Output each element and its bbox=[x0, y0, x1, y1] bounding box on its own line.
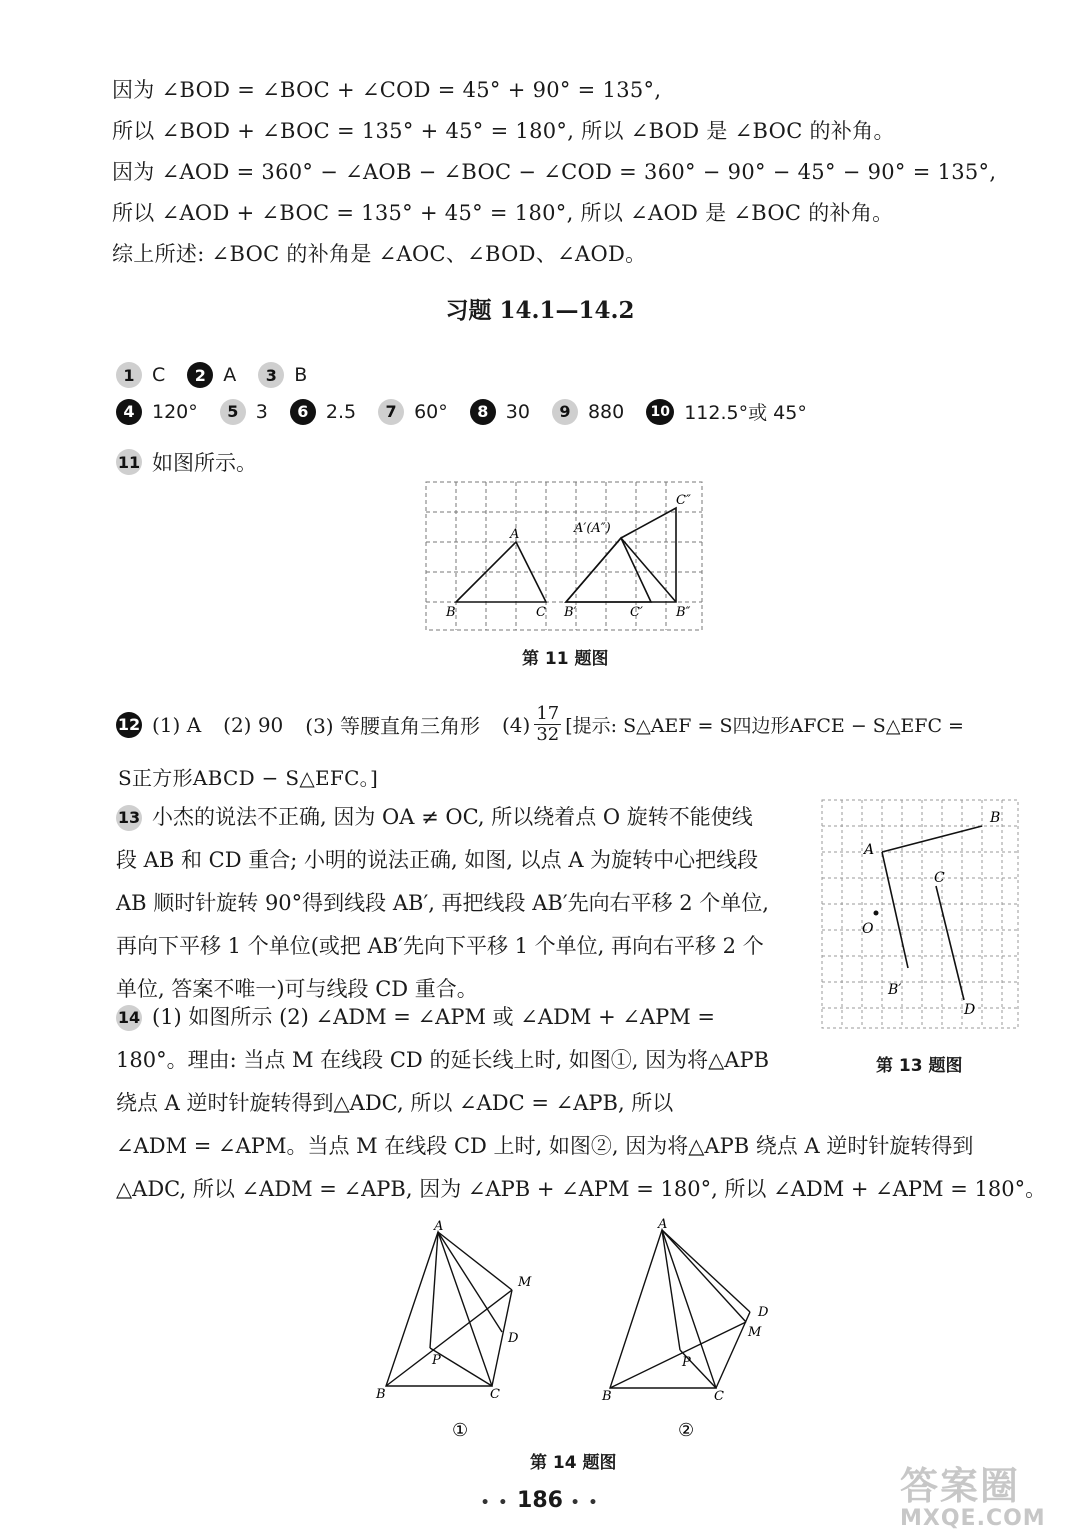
answers-row-2 bbox=[116, 398, 829, 425]
q12-fraction bbox=[534, 704, 561, 745]
label-a-prime: A′(A″) bbox=[574, 521, 611, 536]
figure-14-1 bbox=[372, 1220, 552, 1450]
label-b-double-prime: B″ bbox=[676, 605, 691, 620]
text-line-3: 因为 ∠AOD = 360° − ∠AOB − ∠BOC − ∠COD = 360° − 90° − 45° − 90° = 135°, bbox=[112, 160, 997, 184]
question-badge: 4 bbox=[116, 399, 142, 425]
question-badge: 10 bbox=[646, 399, 674, 425]
label-b-prime: B′ bbox=[888, 982, 902, 998]
question-badge: 7 bbox=[378, 399, 404, 425]
q14-line: ∠ADM = ∠APM。当点 M 在线段 CD 上时, 如图②, 因为将△APB 绕点 A 逆时针旋转得到 bbox=[116, 1134, 974, 1158]
q12-hint-continued: S正方形ABCD − S△EFC。] bbox=[118, 766, 379, 790]
triangle-a1b1c1 bbox=[566, 538, 651, 602]
q13-line: 再向下平移 1 个单位(或把 AB′先向下平移 1 个单位, 再向右平移 2 个 bbox=[116, 934, 764, 958]
label-a: A bbox=[864, 842, 875, 858]
answer-value: 120° bbox=[152, 400, 198, 423]
watermark bbox=[900, 1455, 1070, 1530]
fraction-numerator: 17 bbox=[536, 703, 560, 724]
q12-hint: [提示: S△AEF = S四边形AFCE − S△EFC = bbox=[565, 715, 964, 737]
figure-11-caption: 第 11 题图 bbox=[522, 649, 609, 669]
question-badge: 2 bbox=[187, 362, 213, 388]
q14-line: 180°。理由: 当点 M 在线段 CD 的延长线上时, 如图①, 因为将△APB bbox=[116, 1048, 770, 1072]
label-b: B bbox=[376, 1387, 386, 1402]
answer-value: C bbox=[152, 364, 166, 386]
watermark-bottom: MXQE.COM bbox=[900, 1506, 1046, 1531]
watermark-top: 答案圈 bbox=[900, 1464, 1021, 1508]
question-badge: 13 bbox=[116, 805, 142, 831]
label-p: P bbox=[432, 1353, 441, 1368]
answer-value: 3 bbox=[255, 400, 268, 423]
question-badge: 1 bbox=[116, 362, 142, 388]
section-title: 习题 14.1—14.2 bbox=[445, 297, 635, 324]
figure-14-2 bbox=[596, 1218, 786, 1450]
q13-line: AB 顺时针旋转 90°得到线段 AB′, 再把线段 AB′先向右平移 2 个单位, bbox=[116, 891, 769, 915]
q13-line: 小杰的说法不正确, 因为 OA ≠ OC, 所以绕着点 O 旋转不能使线 bbox=[152, 805, 753, 829]
grid bbox=[822, 800, 1018, 1028]
label-d: D bbox=[964, 1002, 976, 1018]
page-number-value: 186 bbox=[517, 1488, 563, 1513]
segment-ab-prime bbox=[882, 852, 908, 968]
q14-line: (1) 如图所示 (2) ∠ADM = ∠APM 或 ∠ADM + ∠APM = bbox=[152, 1005, 716, 1029]
answer-value: 60° bbox=[414, 400, 448, 423]
dots-icon: • • bbox=[570, 1495, 600, 1511]
figure-13-caption: 第 13 题图 bbox=[876, 1056, 963, 1076]
answer-value: 2.5 bbox=[325, 400, 357, 423]
label-a: A bbox=[510, 527, 520, 542]
q12-part1: (1) A bbox=[152, 712, 202, 737]
figure-marker: ② bbox=[678, 1420, 695, 1441]
label-c: C bbox=[934, 870, 945, 886]
text-line-1: 因为 ∠BOD = ∠BOC + ∠COD = 45° + 90° = 135°, bbox=[112, 78, 662, 102]
answer-value: 112.5°或 45° bbox=[684, 402, 807, 424]
q14-line: △ADC, 所以 ∠ADM = ∠APB, 因为 ∠APB + ∠APM = 180°, 所以 ∠ADM + ∠APM = 180°。 bbox=[116, 1177, 1047, 1201]
answer-value: 880 bbox=[587, 400, 625, 423]
answers-row-1 bbox=[116, 362, 329, 388]
dots-icon: • • bbox=[480, 1495, 510, 1511]
label-c-double-prime: C″ bbox=[676, 493, 691, 508]
figure-14-caption: 第 14 题图 bbox=[530, 1453, 617, 1473]
answer-value: B bbox=[294, 364, 308, 386]
q12-part3: (3) 等腰直角三角形 bbox=[305, 714, 480, 738]
label-o: O bbox=[862, 921, 874, 937]
question-badge: 5 bbox=[220, 399, 246, 425]
figure-13 bbox=[818, 796, 1024, 1032]
q13-block bbox=[116, 796, 806, 1011]
q13-line: 段 AB 和 CD 重合; 小明的说法正确, 如图, 以点 A 为旋转中心把线段 bbox=[116, 848, 759, 872]
answer-value: A bbox=[223, 364, 237, 386]
label-p: P bbox=[682, 1355, 691, 1370]
label-b: B bbox=[602, 1389, 612, 1404]
question-badge: 3 bbox=[258, 362, 284, 388]
triangle-abc bbox=[610, 1230, 716, 1388]
text-line-4: 所以 ∠AOD + ∠BOC = 135° + 45° = 180°, 所以 ∠AOD 是 ∠BOC 的补角。 bbox=[112, 201, 894, 225]
figure-marker: ① bbox=[452, 1420, 469, 1441]
label-a: A bbox=[434, 1220, 444, 1234]
label-c: C bbox=[536, 605, 546, 620]
q11-text: 如图所示。 bbox=[152, 451, 257, 475]
question-badge: 11 bbox=[116, 449, 142, 475]
fraction-denominator: 32 bbox=[536, 724, 560, 745]
label-b: B bbox=[990, 810, 1001, 826]
label-d: D bbox=[758, 1305, 769, 1320]
question-badge: 8 bbox=[470, 399, 496, 425]
question-badge: 12 bbox=[116, 712, 142, 738]
label-b-prime: B′ bbox=[564, 605, 577, 620]
label-m: M bbox=[748, 1325, 762, 1340]
label-c-prime: C′ bbox=[630, 605, 643, 620]
label-d: D bbox=[508, 1331, 519, 1346]
q12-row bbox=[116, 704, 964, 745]
q11-row bbox=[116, 447, 257, 477]
question-badge: 14 bbox=[116, 1005, 142, 1031]
question-badge: 9 bbox=[552, 399, 578, 425]
question-badge: 6 bbox=[290, 399, 316, 425]
q12-part2: (2) 90 bbox=[223, 712, 284, 737]
figure-11 bbox=[418, 478, 708, 636]
q14-line: 绕点 A 逆时针旋转得到△ADC, 所以 ∠ADC = ∠APB, 所以 bbox=[116, 1091, 674, 1115]
label-b: B bbox=[446, 605, 456, 620]
segment-cd bbox=[936, 886, 964, 1000]
label-c: C bbox=[714, 1389, 724, 1404]
q13-line: 单位, 答案不唯一)可与线段 CD 重合。 bbox=[116, 977, 478, 1001]
label-a: A bbox=[658, 1218, 668, 1232]
text-line-2: 所以 ∠BOD + ∠BOC = 135° + 45° = 180°, 所以 ∠BOD 是 ∠BOC 的补角。 bbox=[112, 119, 895, 143]
q12-part4: (4) bbox=[501, 712, 531, 737]
answer-value: 30 bbox=[505, 400, 530, 423]
label-c: C bbox=[490, 1387, 500, 1402]
text-line-5: 综上所述: ∠BOC 的补角是 ∠AOC、∠BOD、∠AOD。 bbox=[112, 242, 647, 266]
label-m: M bbox=[518, 1275, 532, 1290]
segment-ab bbox=[882, 826, 982, 852]
point-o bbox=[874, 911, 879, 916]
